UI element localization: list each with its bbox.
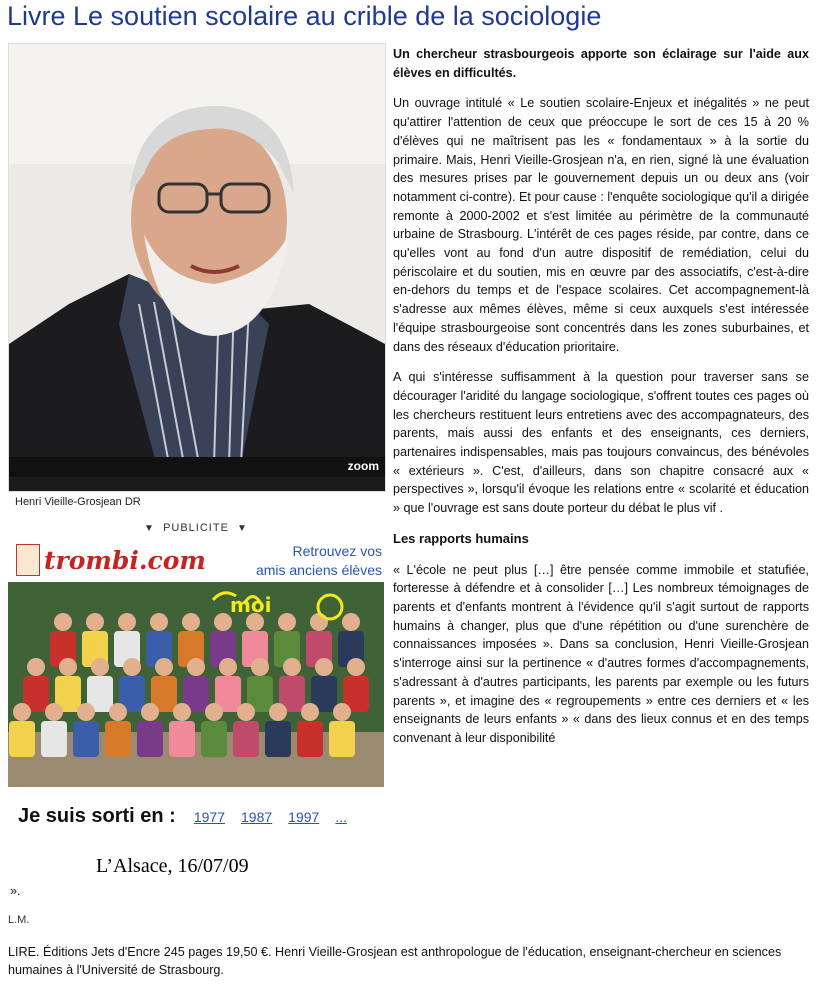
student-head — [141, 703, 159, 721]
student-head — [187, 658, 205, 676]
student-head — [123, 658, 141, 676]
source-credit: L’Alsace, 16/07/09 — [96, 855, 249, 877]
triangle-down-icon: ▼ — [144, 523, 155, 534]
photo-caption: Henri Vieille-Grosjean DR — [15, 496, 141, 508]
article-title: Livre Le soutien scolaire au crible de la sociologie — [7, 1, 602, 31]
student-body — [137, 721, 163, 757]
class-photo[interactable] — [8, 582, 384, 787]
student-head — [347, 658, 365, 676]
trombi-logo-text: trombi.com — [44, 545, 206, 575]
student-head — [237, 703, 255, 721]
student-body — [73, 721, 99, 757]
student-head — [54, 613, 72, 631]
promo-line-2: amis anciens élèves — [255, 562, 382, 578]
student-head — [219, 658, 237, 676]
year-link-1977[interactable]: 1977 — [193, 809, 225, 825]
year-link-1997[interactable]: 1997 — [288, 809, 320, 825]
student-body — [233, 721, 259, 757]
article-quote-paragraph: « L'école ne peut plus […] être pensée comme immobile et statufiée, forteresse à défendre et à consolider […] Les nombreux témoignages de parents et d'enfants montrent à l'évidence qu'il s'agit surtout de rapports humains à changer, plus que d'une répétition ou d'une surenchère de connaissances imposées ». Dans sa conclusion, Henri Vieille-Grosjean s'interroge ainsi sur la pertinence « d'autres formes d'accompagnements, s'adressant à d'autres participants, les parents par exemple ou les futurs parents », et imagine des « regroupements » entre ces derniers et « les enseignants de leurs enfants » « dans des lieux connus et en des temps convenant à leur disponibilité — [393, 562, 809, 745]
student-head — [118, 613, 136, 631]
student-head — [342, 613, 360, 631]
student-body — [329, 721, 355, 757]
author-photo-illustration — [9, 44, 385, 491]
left-column — [8, 43, 384, 877]
article-body — [393, 45, 809, 760]
student-head — [77, 703, 95, 721]
student-head — [155, 658, 173, 676]
student-head — [333, 703, 351, 721]
trombi-logo[interactable] — [16, 543, 206, 577]
section-heading: Les rapports humains — [393, 530, 529, 546]
student-head — [59, 658, 77, 676]
student-head — [173, 703, 191, 721]
trombi-promo-link[interactable] — [256, 542, 382, 580]
student-head — [283, 658, 301, 676]
triangle-down-icon: ▼ — [237, 523, 248, 534]
quote-end: ». — [10, 884, 21, 898]
student-head — [150, 613, 168, 631]
promo-line-1: Retrouvez vos — [292, 543, 382, 559]
student-head — [91, 658, 109, 676]
student-head — [301, 703, 319, 721]
ad-label-text: PUBLICITE — [163, 522, 229, 534]
graduation-year-selector — [18, 805, 363, 828]
year-link-1987[interactable]: 1987 — [241, 809, 273, 825]
student-body — [105, 721, 131, 757]
article-lead: Un chercheur strasbourgeois apporte son éclairage sur l'aide aux élèves en difficultés. — [393, 47, 809, 80]
student-head — [269, 703, 287, 721]
student-head — [310, 613, 328, 631]
year-link-more[interactable]: ... — [335, 809, 347, 825]
student-head — [27, 658, 45, 676]
student-head — [205, 703, 223, 721]
author-signature: L.M. — [8, 914, 30, 926]
article-paragraph: A qui s'intéresse suffisamment à la question pour traverser sans se décourager l'aridité du langage sociologique, s'offrent toutes ces pages où les chercheurs restituent leurs entretiens avec des accompagnateurs, des parents, mais aussi des enfants et des enseignants, ces derniers, partenaires indispensables, mais pas toujours convaincus, des bénévoles « extérieurs ». C'est, d'ailleurs, dans son chapitre consacré aux « perspectives », lorsqu'il évoque les relations entre « scolarité et éducation » que l'ouvrage est sans doute porteur du débat le plus vif . — [393, 370, 809, 516]
student-head — [13, 703, 31, 721]
student-body — [169, 721, 195, 757]
student-head — [86, 613, 104, 631]
zoom-button[interactable]: zoom — [347, 459, 379, 473]
article-paragraph: Un ouvrage intitulé « Le soutien scolaire-Enjeux et inégalités » ne peut qu'attirer l'attention de ceux que préoccupe le sort de ces 15 à 20 % d'élèves qui ne maîtrisent pas les « fondamentaux » à la sortie du primaire. Mais, Henri Vieille-Grosjean n'a, en rien, signé là une évaluation des mesures prises par le gouvernement depuis un ou deux ans (voir notamment ci-contre). Et pour cause : l'enquête sociologique qu'il a dirigée remonte à 2000-2002 et s'est limitée au périmètre de la communauté urbaine de Strasbourg. L'intérêt de ces pages réside, par contre, dans ce qu'elles vont au fond d'un autre dispositif de remédiation, celui du périscolaire et du soutien, mis en œuvre par des associatifs, c'est-à-dire en-dehors du temps et de l'espace scolaires. Cet accompagnement-là s'adresse aux mêmes élèves, même si ceux auxquels s'est intéressée l'équipe strasbourgeoise sont concentrés dans les zones suburbaines, et dans des réseaux d'éducation prioritaire. — [393, 96, 809, 354]
sorti-label: Je suis sorti en : — [18, 805, 176, 827]
ad-label — [8, 522, 384, 534]
student-body — [297, 721, 323, 757]
student-head — [45, 703, 63, 721]
photo-tag: moi — [230, 593, 272, 617]
student-head — [315, 658, 333, 676]
student-body — [41, 721, 67, 757]
student-head — [278, 613, 296, 631]
trombi-logo-icon — [16, 544, 40, 576]
student-head — [182, 613, 200, 631]
student-head — [251, 658, 269, 676]
student-head — [109, 703, 127, 721]
student-body — [201, 721, 227, 757]
student-body — [265, 721, 291, 757]
author-photo[interactable] — [8, 43, 386, 508]
student-body — [9, 721, 35, 757]
class-photo-illustration — [8, 582, 384, 787]
book-info: LIRE. Éditions Jets d'Encre 245 pages 19,50 €. Henri Vieille-Grosjean est anthropologue de l'éducation, enseignant-chercheur en sciences humaines à l'Université de Strasbourg. — [8, 945, 782, 977]
